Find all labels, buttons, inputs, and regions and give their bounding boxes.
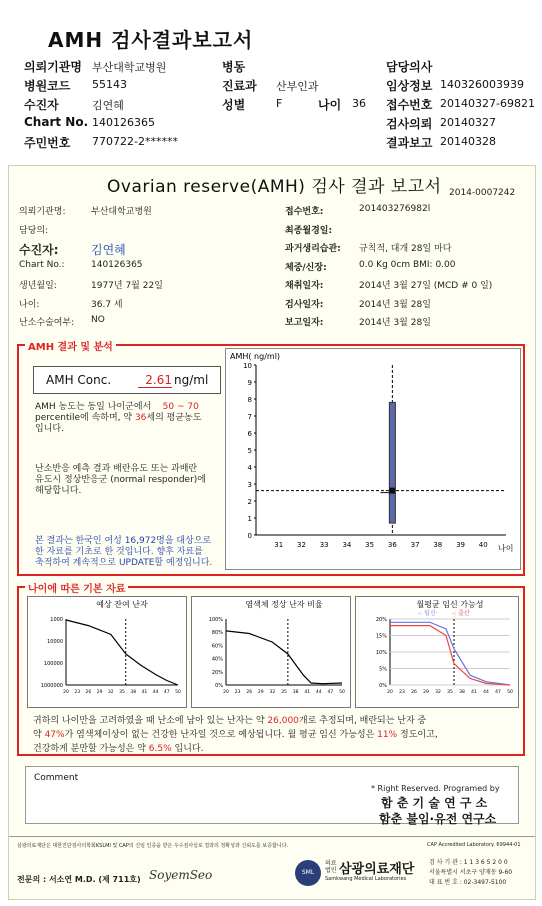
text-line: 축적하여 계속적으로 UPDATE할 예정입니다. [35, 558, 213, 568]
x-tick-label: 41 [304, 690, 311, 695]
info-value: 김연혜 [91, 243, 126, 257]
y-tick-label: 0% [215, 683, 223, 689]
cap-accreditation: CAP Accredited Laboratory. 69944-01 [427, 842, 521, 848]
header-label: 담당의사 [386, 60, 433, 74]
x-tick-label: 23 [234, 690, 241, 695]
amh-result-section [17, 344, 525, 576]
lab-name-en: Samkwang Medical Laboratories [325, 876, 407, 882]
remaining-eggs-chart [28, 597, 186, 707]
info-value: 36.7 세 [91, 299, 123, 310]
info-label: 의뢰기관명: [19, 207, 66, 217]
amh-conc-label: AMH Conc. [46, 373, 112, 387]
header-label: 진료과 [222, 79, 257, 93]
y-tick-label: 9 [247, 379, 252, 387]
y-tick-label: 0 [247, 532, 252, 540]
amh-section-title: AMH 결과 및 분석 [25, 338, 116, 353]
info-value: 0.0 Kg 0cm BMI: 0.00 [359, 259, 456, 270]
y-tick-label: 100000 [43, 661, 63, 667]
info-value: NO [91, 315, 105, 325]
x-tick-label: 32 [269, 690, 276, 695]
text-line: 본 결과는 한국인 여성 16,972명을 대상으로 [35, 536, 212, 546]
chromosome-chart-frame [191, 596, 351, 708]
amh-conc-box [33, 366, 221, 394]
org-name-2: 함춘 불임·유전 연구소 [379, 812, 497, 826]
x-tick-label: 47 [163, 690, 170, 695]
header-label: 성별 [222, 98, 246, 112]
series-line [226, 631, 342, 684]
y-tick-label: 4 [247, 464, 252, 472]
eggs-chart-frame [27, 596, 187, 708]
series-line [66, 620, 178, 685]
info-value: 140126365 [91, 259, 143, 270]
info-value: 2014년 3월 27일 (MCD # 0 일) [359, 281, 493, 291]
page-title: AMH 검사결과보고서 [48, 28, 254, 52]
y-tick-label: 10% [375, 650, 387, 656]
x-tick-label: 20 [223, 690, 229, 695]
x-tick-label: 26 [85, 690, 92, 695]
text-line: 한 자료를 기초로 한 것입니다. 향후 자료를 [35, 547, 203, 557]
info-value: 부산대학교병원 [91, 207, 152, 217]
x-tick-label: 29 [96, 690, 103, 695]
org-name-1: 함 춘 기 술 연 구 소 [381, 796, 488, 810]
header-value: 55143 [92, 78, 127, 91]
header-label: 접수번호 [386, 98, 433, 112]
y-tick-label: 8 [247, 396, 252, 404]
x-tick-label: 38 [459, 690, 465, 695]
x-tick-label: 44 [483, 690, 489, 695]
y-tick-label: 10 [243, 362, 252, 370]
x-tick-label: 33 [319, 541, 329, 549]
info-label: 체중/신장: [285, 262, 327, 273]
age-data-section [17, 586, 525, 756]
x-tick-label: 26 [411, 690, 417, 695]
lab-contact-line: 검 사 기 관 : 1 1 3 6 5 2 0 0 [429, 859, 508, 866]
x-tick-label: 20 [63, 690, 69, 695]
x-tick-label: 40 [478, 541, 488, 549]
legend-birth: -: 출산 [452, 610, 470, 617]
x-tick-label: 26 [246, 690, 253, 695]
header-value: 산부인과 [276, 80, 319, 93]
x-tick-label: 35 [365, 541, 375, 549]
info-label: 과거생리습관: [285, 244, 341, 254]
pregnancy-chance-chart [356, 597, 518, 707]
info-value: 2014년 3월 28일 [359, 318, 431, 328]
x-tick-label: 39 [456, 541, 466, 549]
x-tick-label: 35 [447, 690, 453, 695]
report-number: 2014-0007242 [449, 188, 516, 198]
lab-contact [429, 858, 512, 888]
legend-pregnancy: -: 임신· [418, 610, 438, 617]
info-label: 담당의: [19, 225, 49, 236]
y-tick-label: 1000000 [40, 683, 63, 689]
data-basis-note [35, 536, 212, 569]
header-label: 임상정보 [386, 79, 433, 93]
x-tick-label: 50 [339, 690, 345, 695]
x-tick-label: 44 [152, 690, 159, 695]
header-label: 의뢰기관명 [24, 60, 82, 74]
header-value: 부산대학교병원 [92, 61, 167, 74]
y-tick-label: 0% [379, 683, 387, 689]
x-tick-label: 35 [119, 690, 125, 695]
x-axis-label: 나이 [498, 544, 514, 553]
x-tick-label: 44 [315, 690, 322, 695]
y-tick-label: 20% [211, 669, 223, 676]
y-tick-label: 7 [247, 413, 252, 421]
age-value: 36 [352, 97, 366, 110]
x-tick-label: 29 [423, 690, 429, 695]
header-label: Chart No. [24, 115, 89, 129]
normal-chromosome-chart [192, 597, 350, 707]
info-value: 1977년 7월 22일 [91, 281, 163, 291]
header-label: 병동 [222, 60, 246, 74]
x-tick-label: 32 [435, 690, 441, 695]
age-section-title: 나이에 따른 기본 자료 [25, 580, 128, 595]
y-tick-label: 2 [247, 498, 252, 506]
x-tick-label: 38 [130, 690, 137, 695]
header-label: 주민번호 [24, 136, 71, 150]
x-tick-label: 38 [433, 541, 443, 549]
y-tick-label: 5 [247, 447, 252, 455]
chart-title: 예상 잔여 난자 [96, 600, 148, 609]
age-summary-text: 귀하의 나이만을 고려하였을 때 난소에 남아 있는 난자는 약 26,000개로 추정되며, 배란되는 난자 중 약 47%가 염색체이상이 없는 건강한 난자일 것으로 예상됩니다. 월 평균 임신 가능성은 11% 정도이고, 건강하게 분만할 가능성은 약 6.5% 입니다. [33, 716, 438, 754]
header-label: 검사의뢰 [386, 117, 433, 131]
x-tick-label: 34 [342, 541, 352, 549]
amh-conc-value: 2.61 [138, 373, 172, 388]
x-tick-label: 36 [387, 541, 397, 549]
x-tick-label: 38 [292, 690, 299, 695]
y-tick-label: 15% [375, 633, 387, 640]
x-tick-label: 32 [107, 690, 114, 695]
text-line: 난소반응 예측 결과 배란유도 또는 과배란 [35, 464, 198, 474]
x-tick-label: 41 [471, 690, 477, 695]
lab-contact-line: 대 표 번 호 : 02-3497-5100 [429, 879, 507, 886]
info-label: 난소수술여부: [19, 318, 75, 328]
header-value: 770722-2****** [92, 135, 178, 148]
footer-divider [9, 836, 535, 837]
series-line [390, 626, 510, 685]
x-tick-label: 29 [257, 690, 264, 695]
doctor-name: 전문의 : 서소연 M.D. (제 711호) [17, 875, 141, 884]
x-tick-label: 47 [327, 690, 334, 695]
info-label: 생년월일: [19, 281, 57, 291]
rights-text: * Right Reserved. Programed by [371, 784, 500, 793]
y-tick-label: 10000 [47, 639, 63, 645]
y-tick-label: 60% [211, 643, 223, 650]
y-tick-label: 100% [208, 617, 223, 623]
info-value: 규칙적, 대개 28일 마다 [359, 244, 452, 254]
info-value: 201403276982l [359, 204, 431, 214]
x-tick-label: 23 [399, 690, 405, 695]
pregnancy-chart-frame [355, 596, 519, 708]
sml-logo-icon: SML [295, 860, 321, 886]
info-label: 채취일자: [285, 281, 324, 291]
x-tick-label: 50 [507, 690, 513, 695]
header-value: 20140328 [440, 135, 496, 148]
header-value: 20140327 [440, 116, 496, 129]
doctor-signature: SoyemSeo [149, 868, 213, 882]
amh-conc-unit: ng/ml [174, 373, 209, 387]
y-tick-label: 80% [211, 630, 223, 637]
x-tick-label: 35 [281, 690, 287, 695]
x-tick-label: 50 [175, 690, 181, 695]
info-label: 검사일자: [285, 299, 324, 310]
y-tick-label: 40% [211, 656, 223, 663]
header-value: 140126365 [92, 116, 155, 129]
report-sheet [8, 165, 536, 900]
series-line [390, 622, 510, 685]
age-label: 나이 [318, 98, 342, 112]
x-tick-label: 41 [141, 690, 148, 695]
amh-range-bar [389, 402, 395, 523]
amh-percentile-text: AMH 농도는 동일 나이군에서 50 ~ 70 percentile에 속하며, 약 36세의 평균농도 입니다. [35, 402, 202, 434]
info-label: 보고일자: [285, 318, 324, 328]
header-label: 결과보고 [386, 136, 433, 150]
info-label: Chart No.: [19, 259, 65, 270]
y-tick-label: 20% [375, 617, 387, 623]
lab-corp-mark: 의료 법인 [325, 860, 337, 874]
x-tick-label: 23 [74, 690, 81, 695]
y-tick-label: 5% [379, 666, 387, 673]
y-tick-label: 1 [247, 515, 252, 523]
info-label: 최종월경일: [285, 225, 333, 236]
header-value: 140326003939 [440, 78, 524, 91]
y-tick-label: 1000 [50, 617, 63, 623]
text-line: 해당합니다. [35, 486, 82, 496]
comment-label: Comment [34, 773, 79, 783]
amh-age-chart [226, 349, 520, 569]
header-value: 김연혜 [92, 99, 124, 112]
x-tick-label: 20 [387, 690, 393, 695]
x-tick-label: 37 [410, 541, 420, 549]
chart-title: 월평균 임신 가능성 [416, 600, 484, 609]
chart-title: 염색체 정상 난자 비율 [245, 600, 323, 609]
y-axis-label: AMH( ng/ml) [230, 352, 281, 361]
lab-contact-line: 서울특별시 서초구 양재동 9-60 [429, 869, 513, 876]
info-value: 2014년 3월 28일 [359, 299, 431, 310]
x-tick-label: 47 [495, 690, 501, 695]
text-line: 유도시 정상반응군 (normal responder)에 [35, 475, 206, 485]
y-tick-label: 6 [247, 430, 252, 438]
y-tick-label: 3 [247, 481, 252, 489]
header-value: 20140327-69821 [440, 97, 535, 110]
header-label: 수진자 [24, 98, 59, 112]
info-label: 수진자: [19, 243, 59, 257]
x-tick-label: 31 [274, 541, 284, 549]
certification-note: 삼광의료재단은 대한진단검사의학회KSLMI 및 CAP의 신임 인증을 받은 우수검사실로 결과의 정확성과 신뢰도를 보증합니다. [17, 843, 289, 849]
header-label: 병원코드 [24, 79, 71, 93]
lab-name: 삼광의료재단 [339, 862, 415, 877]
amh-chart-frame [225, 348, 521, 570]
response-prediction-text [35, 464, 206, 497]
x-tick-label: 32 [296, 541, 306, 549]
header-value: F [276, 97, 283, 110]
report-title: Ovarian reserve(AMH) 검사 결과 보고서 [107, 177, 442, 197]
info-label: 접수번호: [285, 207, 324, 217]
info-label: 나이: [19, 299, 40, 310]
